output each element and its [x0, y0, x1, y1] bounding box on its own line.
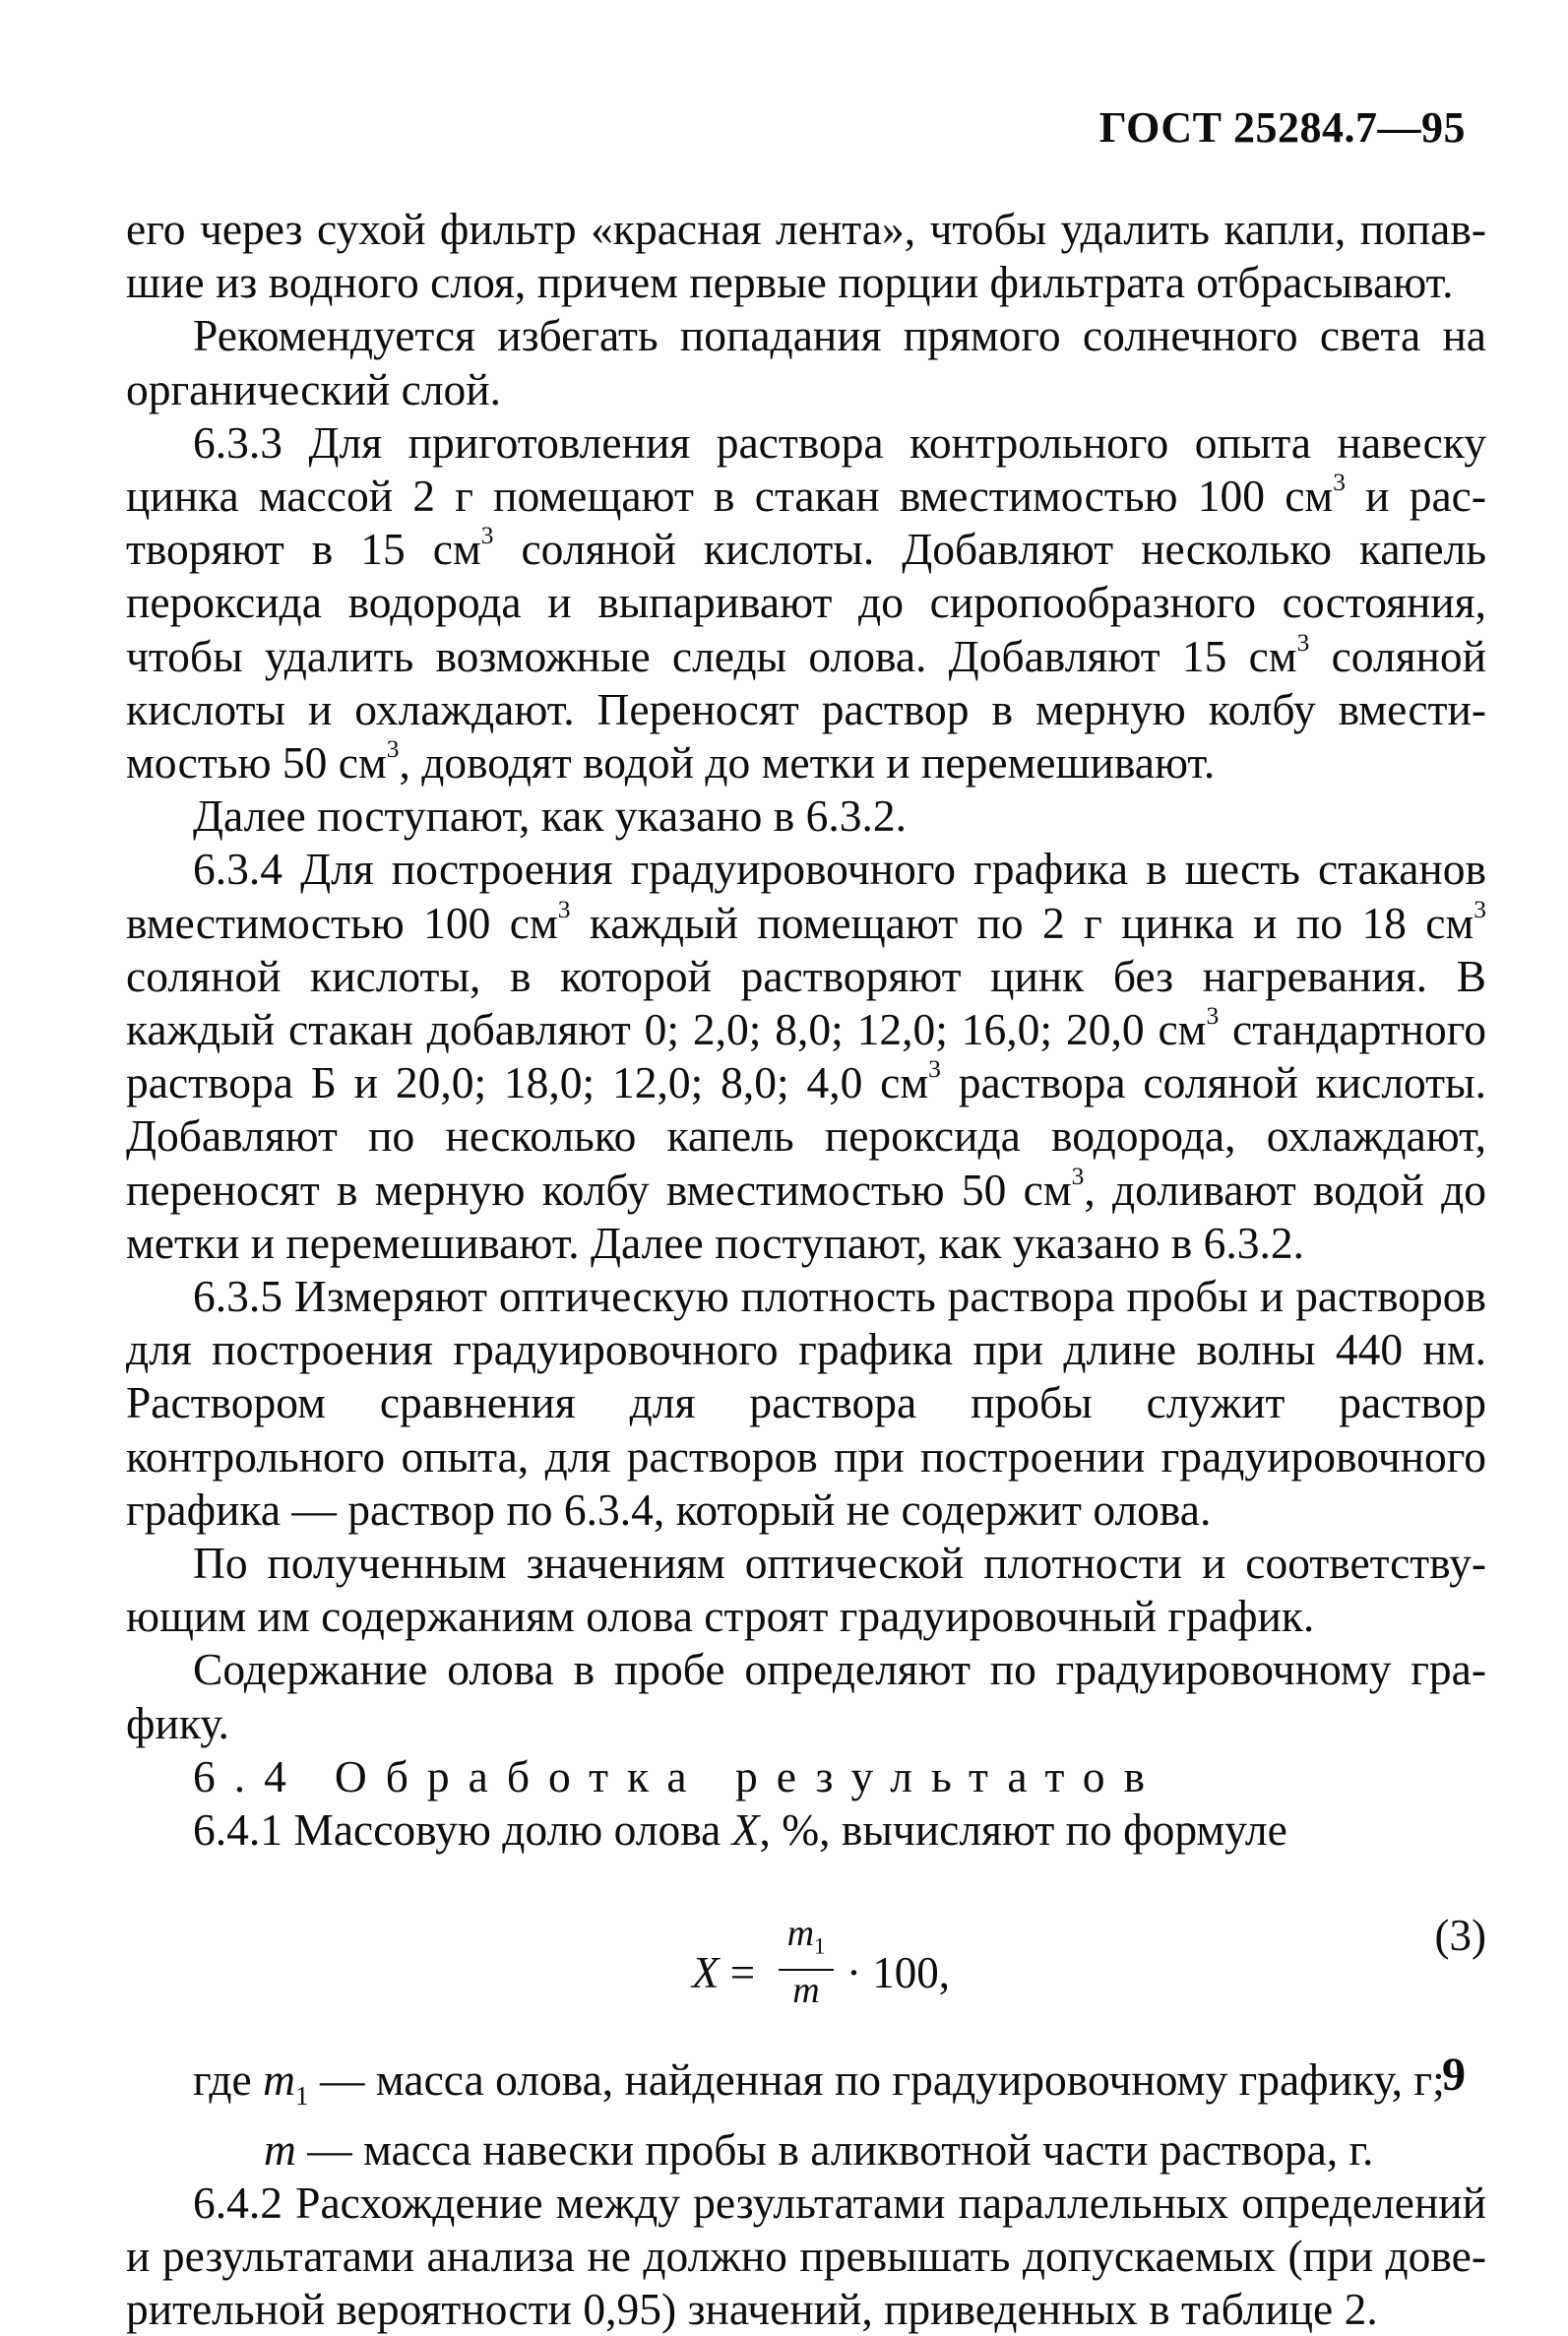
legend-line-m1: где $m_1$ — масса олова, найденная по градуировочному графику, г; [193, 2054, 1445, 2112]
clause-6-4-2: 6.4.2 Расхождение между результатами параллельных определений и результатами анализа не должно превышать допускаемых (при доверительной вероятности 0,95) значений, приведенных в таблице 2. [126, 2177, 1486, 2335]
clause-6-4-1: 6.4.1 Массовую долю олова X, %, вычисляют по формуле [193, 1804, 1287, 1856]
paragraph-calibration: По полученным значениям оптической плотности и соответствующим им содержаниям олова строят градуировочный график. [126, 1538, 1486, 1642]
formula-lhs: X = [692, 1948, 756, 1998]
formula-tail: · 100, [847, 1948, 950, 1998]
formula-fraction [779, 1914, 834, 2010]
paragraph-tin-content: Содержание олова в пробе определяют по градуировочному графику. [126, 1644, 1486, 1748]
formula-3 [126, 1857, 1486, 2053]
clause-6-3-3: 6.3.3 Для приготовления раствора контрольного опыта навеску цинка массой 2 г помещают в стакан вместимостью 100 $см^3$ и растворяют в 15 $см^3$ соляной кислоты. Добавляют несколько капель пероксида водорода и выпаривают до сиропообразного состояния, чтобы удалить возможные следы олова. Добавляют 15 $см^3$ соляной кислоты и охлаждают. Переносят раствор в мерную колбу вместимостью 50 $см^3$, доводят водой до метки и перемешивают. [126, 416, 1487, 789]
document-body [126, 203, 1486, 2336]
section-number: 6.4 [193, 1750, 305, 1801]
clause-6-3-4: 6.3.4 Для построения градуировочного графика в шесть стаканов вместимостью 100 $см^3$ каждый помещают по 2 г цинка и по 18 $см^3$ соляной кислоты, в которой растворяют цинк без нагревания. В каждый стакан добавляют 0; 2,0; 8,0; 12,0; 16,0; 20,0 $см^3$ стандартного раствора Б и 20,0; 18,0; 12,0; 8,0; 4,0 $см^3$ раствора соляной кислоты. Добавляют по несколько капель пероксида водорода, охлаждают, переносят в мерную колбу вместимостью 50 $см^3$, доливают водой до метки и перемешивают. Далее поступают, как указано в 6.3.2. [126, 844, 1487, 1268]
standard-header: ГОСТ 25284.7—95 [1098, 103, 1466, 152]
section-title: Обработка результатов [334, 1750, 1163, 1801]
fraction-denominator: m [792, 1969, 820, 2011]
paragraph-recommendation: Рекомендуется избегать попадания прямого солнечного света на органический слой. [126, 310, 1486, 414]
legend-line-m: m — масса навески пробы в аликвотной части раствора, г. [264, 2123, 1374, 2175]
formula-legend [126, 2053, 1486, 2177]
clause-6-3-5: 6.3.5 Измеряют оптическую плотность раствора пробы и растворов для построения градуировочного графика при длине волны 440 нм. Раствором сравнения для раствора пробы служит раствор контрольного опыта, для растворов при построении градуировочного графика — раствор по 6.3.4, который не содержит олова. [126, 1271, 1486, 1535]
section-heading-6-4 [126, 1750, 1486, 1803]
formula-number: (3) [1434, 1911, 1486, 1961]
page-number: 9 [1442, 2049, 1466, 2101]
paragraph-continuation: его через сухой фильтр «красная лента», чтобы удалить капли, попавшие из водного слоя, причем первые порции фильтрата отбрасывают. [126, 204, 1486, 308]
fraction-numerator: $m_1$ [779, 1914, 834, 1971]
paragraph-reference: Далее поступают, как указано в 6.3.2. [193, 790, 908, 842]
